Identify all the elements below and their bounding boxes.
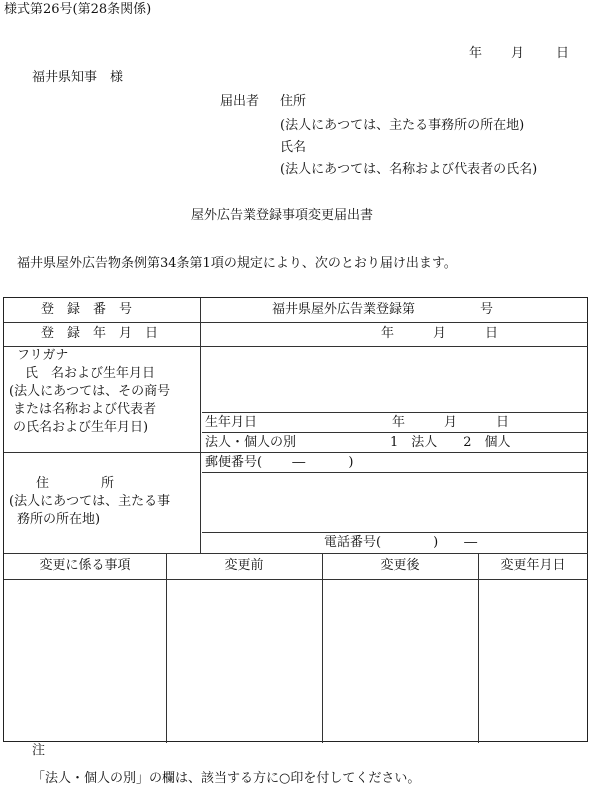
date-day-label: 日	[556, 46, 570, 61]
name-birth-label: 氏 名および生年月日	[25, 366, 156, 381]
furigana-label: フリガナ	[17, 348, 69, 363]
entity-type-options: 1 法人 2 個人	[390, 435, 511, 450]
name-note-line1: (法人にあつては、その商号	[9, 384, 171, 399]
reg-date-value: 年 月 日	[381, 326, 499, 341]
intro-text: 福井県屋外広告物条例第34条第1項の規定により、次のとおり届け出ます。	[17, 256, 457, 271]
date-month-label: 月	[511, 46, 525, 61]
entity-type-label: 法人・個人の別	[205, 435, 297, 450]
postal-code: 郵便番号( ― )	[205, 455, 354, 470]
address-cell-note1: (法人にあつては、主たる事	[9, 494, 171, 509]
date-year-label: 年	[469, 46, 483, 61]
address-cell-label: 住 所	[36, 476, 115, 491]
address-note: (法人にあつては、主たる事務所の所在地)	[280, 118, 525, 133]
form-table	[3, 297, 588, 742]
name-note-line3: の氏名および生年月日)	[13, 420, 149, 435]
document-title: 屋外広告業登録事項変更届出書	[191, 208, 374, 223]
phone-number: 電話番号( ) ―	[324, 535, 478, 550]
after-change-header: 変更後	[380, 558, 420, 573]
reg-date-label: 登 録 年 月 日	[41, 326, 159, 341]
reg-number-value: 福井県屋外広告業登録第 号	[272, 302, 494, 317]
name-note: (法人にあつては、名称および代表者の氏名)	[280, 162, 538, 177]
notes-title: 注	[32, 743, 46, 758]
reg-number-label: 登 録 番 号	[41, 302, 133, 317]
birth-date-label: 生年月日	[205, 415, 258, 430]
addressee: 福井県知事 様	[32, 70, 124, 85]
notes-text: 「法人・個人の別」の欄は、該当する方に○印を付してください。	[32, 771, 421, 786]
before-change-header: 変更前	[224, 558, 264, 573]
address-cell-note2: 務所の所在地)	[17, 512, 101, 527]
notifier-label: 届出者	[220, 94, 260, 109]
name-note-line2: または名称および代表者	[13, 402, 157, 417]
name-label: 氏名	[280, 140, 307, 155]
form-number: 様式第26号(第28条関係)	[4, 2, 152, 17]
address-label: 住所	[280, 94, 307, 109]
birth-date-value: 年 月 日	[392, 415, 510, 430]
change-date-header: 変更年月日	[500, 558, 566, 573]
change-item-header: 変更に係る事項	[39, 558, 131, 573]
